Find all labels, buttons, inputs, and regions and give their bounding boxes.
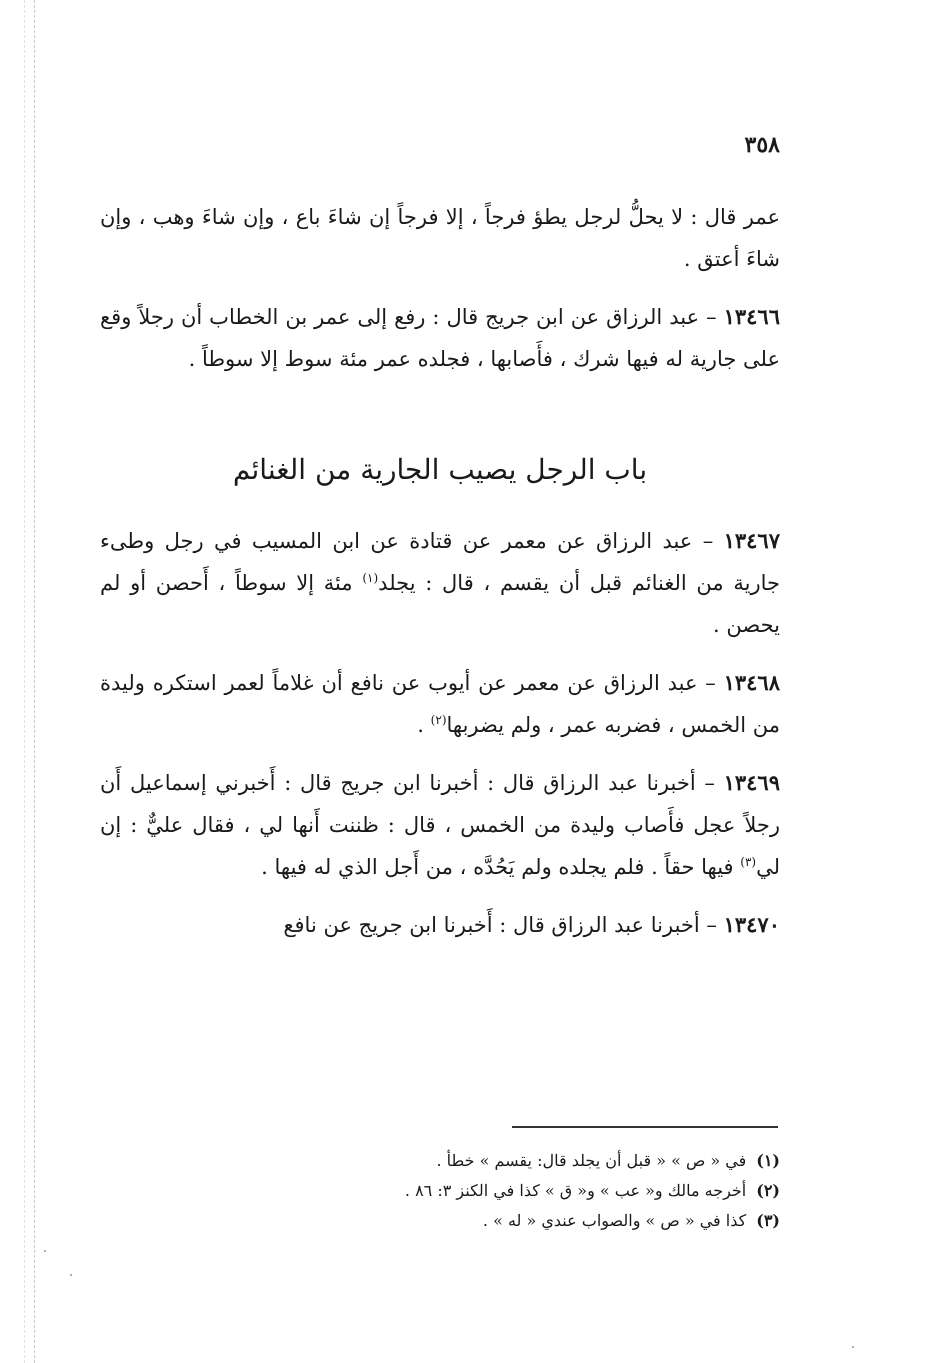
footnote-text: في « ص » « قبل أن يجلد قال: يقسم » خطأ . (436, 1151, 747, 1170)
continued-paragraph (100, 196, 780, 280)
entry-text: – أخبرنا عبد الرزاق قال : أخبرنا ابن جريج قال : أَخبرني إسماعيل أَن رجلاً عجل فأَصاب وليدة من الخمس ، قال : ظننت أَنها لي ، فقال عليٌّ : إن لي (100, 771, 780, 879)
paragraph-text: عمر قال : لا يحلُّ لرجل يطؤ فرجاً ، إلا فرجاً إن شاءَ باع ، وإن شاءَ وهب ، وإن شاءَ أعتق . (100, 205, 780, 271)
margin-rule-faint (24, 0, 25, 1363)
scan-speck (44, 1250, 46, 1252)
footnotes (230, 1146, 780, 1236)
entry-text: – أخبرنا عبد الرزاق قال : أَخبرنا ابن جريج عن نافع (283, 913, 717, 937)
footnote (230, 1206, 780, 1236)
footnote-separator (512, 1126, 778, 1128)
footnote-mark: (١) (756, 1151, 780, 1170)
footnote (230, 1176, 780, 1206)
footnote-text: أخرجه مالك و« عب » و« ق » كذا في الكنز ٣: ٨٦ . (404, 1181, 747, 1200)
entry-text: – عبد الرزاق عن معمر عن قتادة عن ابن المسيب في رجل وطىء جارية من الغنائم قبل أن يقسم ، قال : يجلد (100, 529, 780, 595)
footnote-mark: (٣) (756, 1211, 780, 1230)
entry-text: – عبد الرزاق عن ابن جريج قال : رفع إلى عمر بن الخطاب أن رجلاً وقع على جارية له فيها شرك ، فأَصابها ، فجلده عمر مئة سوط إلا سوطاً . (100, 305, 780, 371)
entry-text: – عبد الرزاق عن معمر عن أيوب عن نافع أن غلاماً لعمر استكره وليدة من الخمس ، فضربه عمر ، ولم يضربها (100, 671, 780, 737)
footnote-ref: (٢) (430, 713, 447, 727)
hadith-entry (100, 662, 780, 746)
entry-number: ١٣٤٦٩ (723, 770, 780, 795)
entry-number: ١٣٤٦٦ (723, 304, 780, 329)
scan-speck (70, 1274, 72, 1276)
hadith-entry (100, 762, 780, 888)
entry-text-cont: مئة إلا سوطاً ، أَحصن أو لم يحصن . (100, 571, 780, 637)
hadith-entry (100, 520, 780, 646)
footnote-ref: (١) (362, 571, 379, 585)
entry-text-cont: فيها حقاً . فلم يجلده ولم يَحُدَّه ، من أَجل الذي له فيها . (261, 855, 734, 879)
entry-number: ١٣٤٦٨ (723, 670, 780, 695)
footnote-text: كذا في « ص » والصواب عندي « له » . (482, 1211, 747, 1230)
footnote-ref: (٣) (740, 855, 757, 869)
margin-rule (34, 0, 35, 1363)
chapter-heading: باب الرجل يصيب الجارية من الغنائم (232, 453, 648, 486)
hadith-entry (100, 904, 780, 946)
page-number: ٣٥٨ (744, 132, 780, 158)
scan-speck (852, 1346, 854, 1348)
hadith-entry (100, 296, 780, 380)
entry-text-cont: . (417, 713, 424, 737)
page-body (100, 128, 780, 962)
footnote-mark: (٢) (756, 1181, 780, 1200)
footnote (230, 1146, 780, 1176)
entry-number: ١٣٤٦٧ (723, 528, 780, 553)
entry-number: ١٣٤٧٠ (723, 912, 780, 937)
